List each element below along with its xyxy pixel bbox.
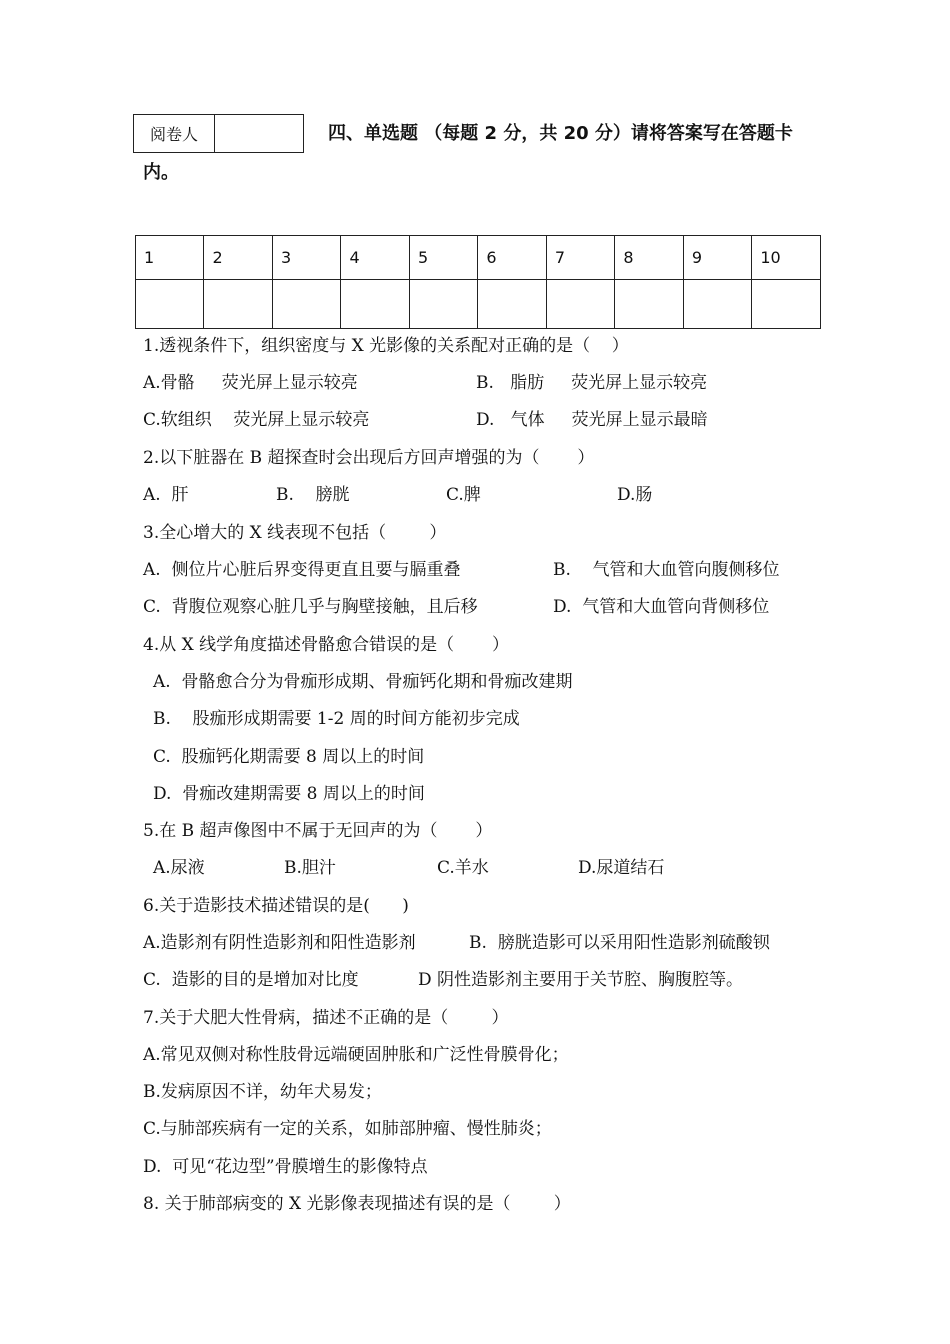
answer-number: 6	[478, 236, 546, 280]
question-3-option-d: D. 气管和大血管向背侧移位	[553, 597, 770, 617]
answer-cell[interactable]	[752, 280, 821, 329]
answer-cell[interactable]	[409, 280, 477, 329]
question-6-option-b: B. 膀胱造影可以采用阳性造影剂硫酸钡	[469, 933, 770, 953]
question-1-option-b: B. 脂肪 荧光屏上显示较亮	[476, 373, 708, 393]
answer-cell[interactable]	[204, 280, 272, 329]
question-7-stem: 7.关于犬肥大性骨病，描述不正确的是（ ）	[143, 1008, 509, 1028]
question-2-option-c: C.脾	[446, 485, 481, 505]
answer-number: 4	[341, 236, 409, 280]
answer-table	[135, 235, 821, 329]
question-4-option-a: A. 骨骼愈合分为骨痂形成期、骨痂钙化期和骨痂改建期	[153, 672, 573, 692]
question-2-option-b: B. 膀胱	[276, 485, 350, 505]
question-7-option-c: C.与肺部疾病有一定的关系，如肺部肿瘤、慢性肺炎；	[143, 1119, 552, 1139]
answer-cell[interactable]	[136, 280, 204, 329]
question-2-option-a: A. 肝	[143, 485, 189, 505]
section-title-continued: 内。	[143, 162, 179, 183]
question-6-stem: 6.关于造影技术描述错误的是( )	[143, 896, 409, 916]
question-6-option-c: C. 造影的目的是增加对比度	[143, 970, 359, 990]
question-3-option-b: B. 气管和大血管向腹侧移位	[553, 560, 780, 580]
question-1-option-a: A.骨骼 荧光屏上显示较亮	[143, 373, 358, 393]
answer-cell[interactable]	[683, 280, 751, 329]
question-7-option-d: D. 可见“花边型”骨膜增生的影像特点	[143, 1157, 428, 1177]
question-2-stem: 2.以下脏器在 B 超探查时会出现后方回声增强的为（ ）	[143, 448, 595, 468]
question-3-option-c: C. 背腹位观察心脏几乎与胸壁接触，且后移	[143, 597, 478, 617]
answer-number: 3	[272, 236, 340, 280]
question-6-option-a: A.造影剂有阴性造影剂和阳性造影剂	[143, 933, 416, 953]
question-7-option-b: B.发病原因不详，幼年犬易发；	[143, 1082, 382, 1102]
question-4-option-c: C. 股痂钙化期需要 8 周以上的时间	[153, 747, 425, 767]
answer-cell[interactable]	[615, 280, 683, 329]
question-5-option-c: C.羊水	[437, 858, 489, 878]
answer-number: 1	[136, 236, 204, 280]
grader-label: 阅卷人	[134, 115, 215, 152]
question-4-option-d: D. 骨痂改建期需要 8 周以上的时间	[153, 784, 425, 804]
answer-number: 5	[409, 236, 477, 280]
answer-number: 9	[683, 236, 751, 280]
grader-box	[133, 114, 304, 153]
answer-number: 7	[546, 236, 614, 280]
question-5-option-d: D.尿道结石	[578, 858, 665, 878]
answer-cell[interactable]	[341, 280, 409, 329]
question-2-option-d: D.肠	[617, 485, 653, 505]
answer-number: 10	[752, 236, 821, 280]
question-1-stem: 1.透视条件下，组织密度与 X 光影像的关系配对正确的是（ ）	[143, 336, 629, 356]
answer-cell[interactable]	[272, 280, 340, 329]
question-3-option-a: A. 侧位片心脏后界变得更直且要与膈重叠	[143, 560, 461, 580]
question-7-option-a: A.常见双侧对称性肢骨远端硬固肿胀和广泛性骨膜骨化；	[143, 1045, 569, 1065]
question-4-option-b: B. 股痂形成期需要 1-2 周的时间方能初步完成	[153, 709, 520, 729]
question-3-stem: 3.全心增大的 X 线表现不包括（ ）	[143, 523, 447, 543]
question-8-stem: 8. 关于肺部病变的 X 光影像表现描述有误的是（ ）	[143, 1194, 571, 1214]
answer-cell[interactable]	[478, 280, 546, 329]
question-1-option-c: C.软组织 荧光屏上显示较亮	[143, 410, 370, 430]
question-5-option-b: B.胆汁	[284, 858, 336, 878]
answer-number: 2	[204, 236, 272, 280]
answer-number: 8	[615, 236, 683, 280]
question-4-stem: 4.从 X 线学角度描述骨骼愈合错误的是（ ）	[143, 635, 509, 655]
grader-signature-field[interactable]	[215, 115, 303, 152]
question-5-stem: 5.在 B 超声像图中不属于无回声的为（ ）	[143, 821, 493, 841]
answer-cell[interactable]	[546, 280, 614, 329]
question-5-option-a: A.尿液	[153, 858, 205, 878]
section-title: 四、单选题 （每题 2 分，共 20 分）请将答案写在答题卡	[328, 123, 793, 144]
question-6-option-d: D 阴性造影剂主要用于关节腔、胸腹腔等。	[418, 970, 744, 990]
question-1-option-d: D. 气体 荧光屏上显示最暗	[476, 410, 708, 430]
